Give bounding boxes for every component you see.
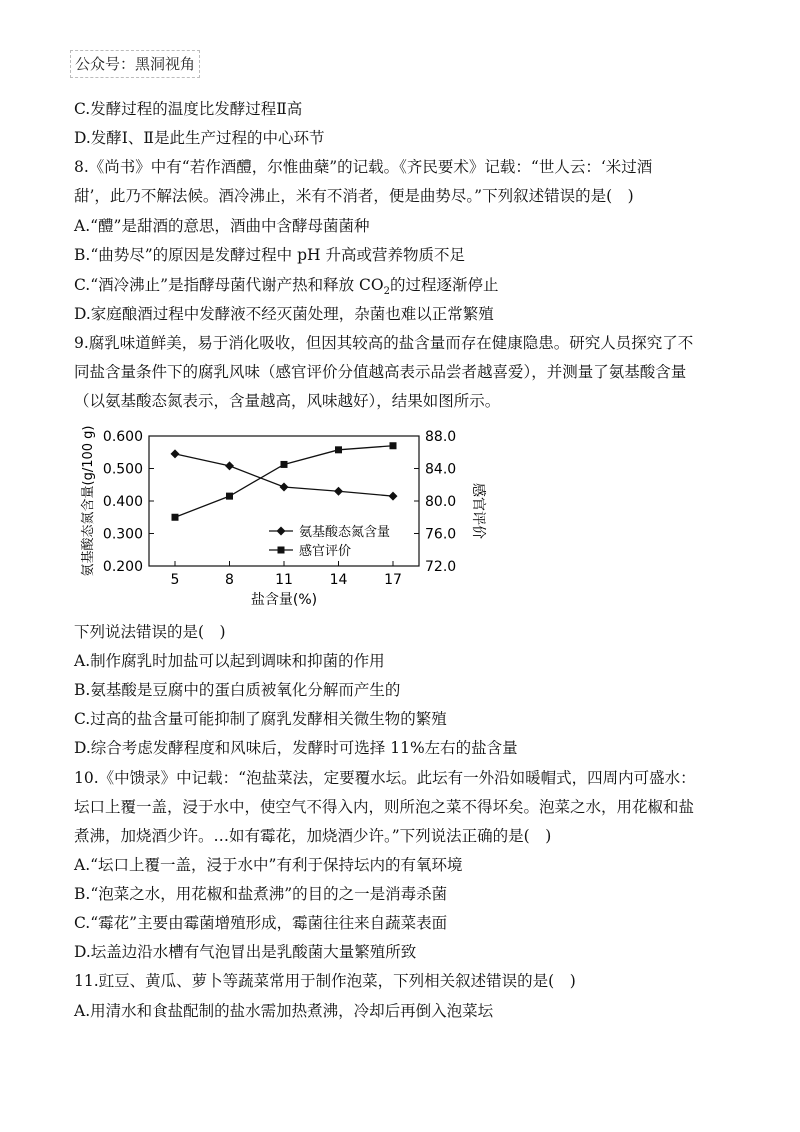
- data-point-square: [390, 442, 397, 449]
- data-point-diamond: [171, 449, 180, 458]
- legend-marker-diamond: [277, 527, 286, 536]
- option-text: D.家庭酿酒过程中发酵液不经灭菌处理，杂菌也难以正常繁殖: [74, 305, 494, 323]
- legend-label: 氨基酸态氮含量: [299, 525, 391, 540]
- question-text: 煮沸，加烧酒少许。…如有霉花，加烧酒少许。”下列说法正确的是( ): [74, 827, 552, 845]
- data-point-diamond: [280, 483, 289, 492]
- x-tick-label: 17: [384, 572, 402, 588]
- option-text: D.综合考虑发酵程度和风味后，发酵时可选择 11%左右的盐含量: [74, 739, 518, 757]
- option-text: C.过高的盐含量可能抑制了腐乳发酵相关微生物的繁殖: [74, 710, 447, 728]
- subscript: 2: [383, 286, 390, 298]
- question-text: 同盐含量条件下的腐乳风味（感官评价分值越高表示品尝者越喜爱），并测量了氨基酸含量: [74, 363, 687, 381]
- option-text: B.“泡菜之水，用花椒和盐煮沸”的目的之一是消毒杀菌: [74, 885, 448, 903]
- data-point-square: [335, 446, 342, 453]
- y-left-tick-label: 0.300: [102, 526, 143, 543]
- question-text: 9.腐乳味道鲜美，易于消化吸收，但因其较高的盐含量而存在健康隐患。研究人员探究了不: [74, 334, 694, 352]
- option-text: B.氨基酸是豆腐中的蛋白质被氧化分解而产生的: [74, 681, 401, 699]
- y-right-tick-label: 84.0: [425, 461, 457, 478]
- data-point-diamond: [225, 461, 234, 470]
- option-text: [74, 275, 498, 302]
- legend-marker-square: [278, 547, 285, 554]
- x-tick-label: 14: [329, 572, 348, 588]
- option-text: C.发酵过程的温度比发酵过程Ⅱ高: [74, 100, 303, 118]
- y-right-tick-label: 76.0: [425, 526, 457, 543]
- option-text: A.制作腐乳时加盐可以起到调味和抑菌的作用: [74, 652, 385, 670]
- question-text: 甜’，此乃不解法候。酒冷沸止，米有不消者，便是曲势尽。”下列叙述错误的是( ): [74, 187, 634, 205]
- y-left-axis-label: 氨基酸态氮含量(g/100 g): [81, 425, 96, 577]
- option-text: D.发酵Ⅰ、Ⅱ是此生产过程的中心环节: [74, 129, 325, 147]
- question-text: 8.《尚书》中有“若作酒醴，尔惟曲蘖”的记载。《齐民要术》记载：“世人云：‘米过酒: [74, 158, 653, 176]
- option-part: 的过程逐渐停止: [389, 276, 499, 294]
- data-point-diamond: [334, 487, 343, 496]
- y-right-tick-label: 72.0: [425, 559, 457, 575]
- data-point-square: [281, 461, 288, 468]
- question-text: 下列说法错误的是( ): [74, 623, 226, 641]
- y-left-tick-label: 0.500: [102, 461, 143, 478]
- series-line: [175, 446, 393, 518]
- x-tick-label: 5: [170, 572, 180, 588]
- data-point-square: [226, 493, 233, 500]
- legend-label: 感官评价: [299, 544, 352, 559]
- option-text: A.用清水和食盐配制的盐水需加热煮沸，冷却后再倒入泡菜坛: [74, 1002, 494, 1020]
- y-left-tick-label: 0.200: [102, 559, 143, 575]
- y-right-axis-label: 感官评价: [470, 483, 486, 539]
- question-text: 10.《中馈录》中记载：“泡盐菜法，定要覆水坛。此坛有一外沿如暖帽式，四周内可盛水：: [74, 769, 696, 787]
- question-text: 坛口上覆一盖，浸于水中，使空气不得入内，则所泡之菜不得坏矣。泡菜之水，用花椒和盐: [74, 798, 695, 816]
- y-left-tick-label: 0.400: [102, 494, 143, 510]
- option-text: C.“霉花”主要由霉菌增殖形成，霉菌往往来自蔬菜表面: [74, 914, 448, 932]
- option-text: A.“醴”是甜酒的意思，酒曲中含酵母菌菌种: [74, 217, 370, 235]
- x-tick-label: 8: [225, 572, 234, 588]
- line-chart: [74, 418, 486, 614]
- data-point-diamond: [389, 492, 398, 501]
- x-tick-label: 11: [275, 572, 293, 588]
- option-text: D.坛盖边沿水槽有气泡冒出是乳酸菌大量繁殖所致: [74, 943, 417, 961]
- watermark: 公众号：黑洞视角: [70, 50, 200, 78]
- data-point-square: [172, 514, 179, 521]
- question-text: 11.豇豆、黄瓜、萝卜等蔬菜常用于制作泡菜，下列相关叙述错误的是( ): [74, 972, 576, 990]
- y-right-tick-label: 80.0: [425, 494, 457, 510]
- y-right-tick-label: 88.0: [425, 429, 457, 445]
- y-left-tick-label: 0.600: [102, 429, 143, 445]
- question-text: （以氨基酸态氮表示，含量越高，风味越好），结果如图所示。: [74, 392, 501, 410]
- option-text: B.“曲势尽”的原因是发酵过程中 pH 升高或营养物质不足: [74, 246, 465, 264]
- x-axis-label: 盐含量(%): [250, 592, 318, 608]
- option-text: A.“坛口上覆一盖，浸于水中”有利于保持坛内的有氧环境: [74, 856, 463, 874]
- option-part: C.“酒冷沸止”是指酵母菌代谢产热和释放 CO: [74, 276, 384, 294]
